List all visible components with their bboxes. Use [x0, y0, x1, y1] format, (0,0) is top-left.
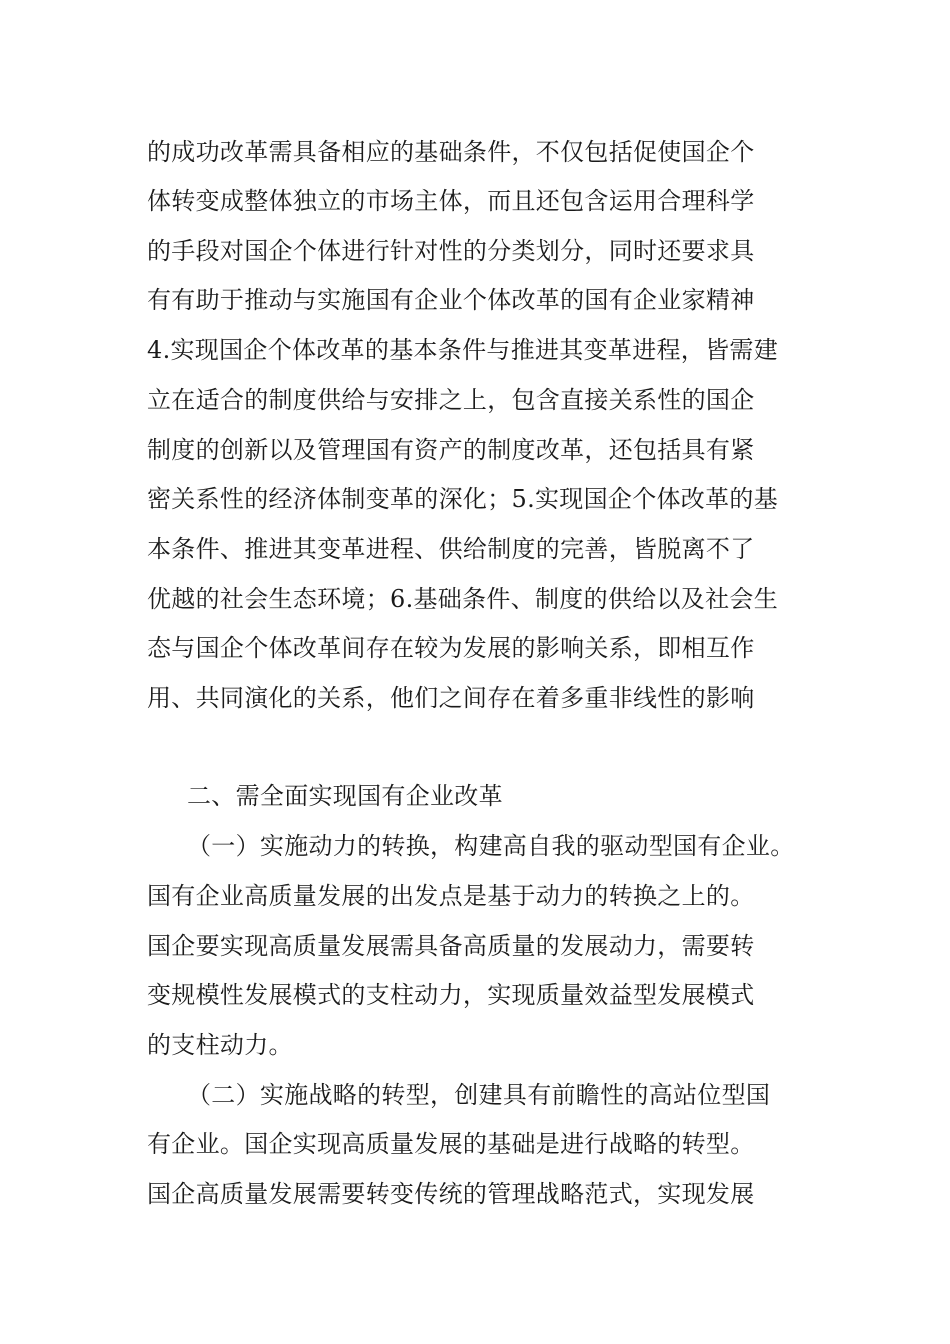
paragraph-line: 制度的创新以及管理国有资产的制度改革，还包括具有紧 — [147, 436, 755, 464]
paragraph-line: 变规模性发展模式的支柱动力，实现质量效益型发展模式 — [147, 981, 755, 1009]
paragraph-line: 4.实现国企个体改革的基本条件与推进其变革进程，皆需建 — [147, 336, 778, 364]
paragraph-line: （二）实施战略的转型，创建具有前瞻性的高站位型国 — [187, 1081, 771, 1109]
paragraph-line: 有企业。国企实现高质量发展的基础是进行战略的转型。 — [147, 1130, 755, 1158]
paragraph-line: 国企高质量发展需要转变传统的管理战略范式，实现发展 — [147, 1180, 755, 1208]
paragraph-line: （一）实施动力的转换，构建高自我的驱动型国有企业。 — [187, 832, 795, 860]
paragraph-line: 密关系性的经济体制变革的深化；5.实现国企个体改革的基 — [147, 485, 778, 513]
paragraph-line: 的支柱动力。 — [147, 1031, 293, 1059]
paragraph-line: 本条件、推进其变革进程、供给制度的完善，皆脱离不了 — [147, 535, 755, 563]
paragraph-line: 体转变成整体独立的市场主体，而且还包含运用合理科学 — [147, 187, 755, 215]
paragraph-line: 的成功改革需具备相应的基础条件，不仅包括促使国企个 — [147, 138, 755, 166]
section-heading: 二、需全面实现国有企业改革 — [187, 782, 503, 810]
paragraph-line: 立在适合的制度供给与安排之上，包含直接关系性的国企 — [147, 386, 755, 414]
paragraph-line: 的手段对国企个体进行针对性的分类划分，同时还要求具 — [147, 237, 755, 265]
paragraph-line: 优越的社会生态环境；6.基础条件、制度的供给以及社会生 — [147, 585, 778, 613]
paragraph-line: 国企要实现高质量发展需具备高质量的发展动力，需要转 — [147, 932, 755, 960]
paragraph-line: 态与国企个体改革间存在较为发展的影响关系，即相互作 — [147, 634, 755, 662]
paragraph-line: 用、共同演化的关系，他们之间存在着多重非线性的影响 — [147, 684, 755, 712]
paragraph-line: 国有企业高质量发展的出发点是基于动力的转换之上的。 — [147, 882, 755, 910]
paragraph-line: 有有助于推动与实施国有企业个体改革的国有企业家精神 — [147, 286, 755, 314]
